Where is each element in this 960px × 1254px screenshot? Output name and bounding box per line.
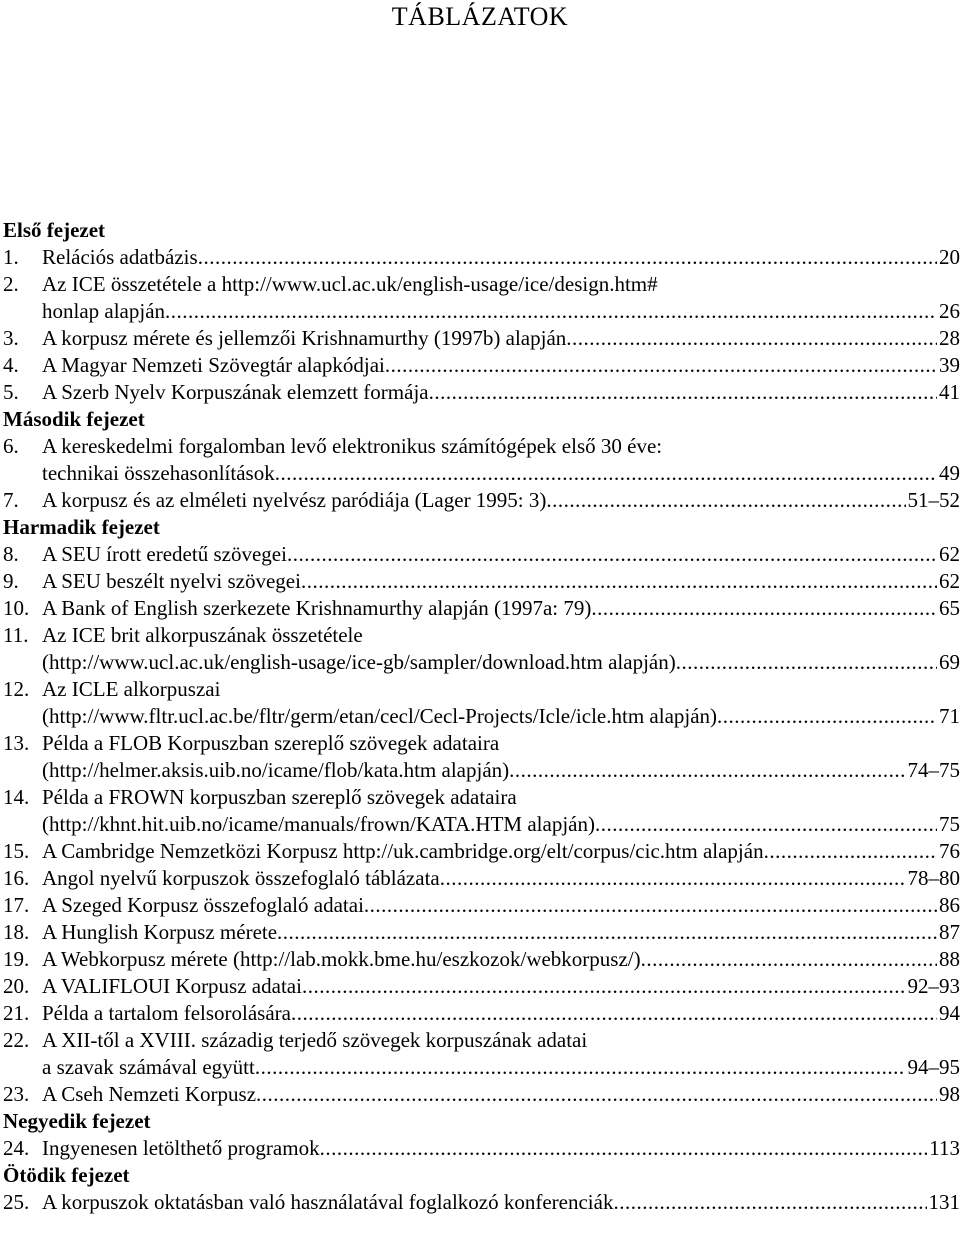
page-number: 62 [939,542,960,566]
dot-leader [291,1000,937,1027]
page-number: 86 [939,893,960,917]
table-entry [3,433,960,487]
table-entry [3,730,960,784]
entry-indent [3,460,42,487]
entry-indent [3,757,42,784]
entry-number: 14. [3,785,30,809]
entry-line [3,541,960,568]
dot-leader [676,649,937,676]
table-entry [3,838,960,865]
dot-leader [165,298,937,325]
entry-title: A Szerb Nyelv Korpuszának elemzett formája [42,380,429,404]
table-entry [3,244,960,271]
entry-number: 16. [3,866,30,890]
entry-title: a szavak számával együtt [42,1055,255,1079]
entry-title: (http://helmer.aksis.uib.no/icame/flob/kata.htm alapján) [42,758,510,782]
table-entry [3,892,960,919]
entry-line [3,892,960,919]
entry-title: A Magyar Nemzeti Szövegtár alapkódjai [42,353,385,377]
table-entry [3,379,960,406]
entry-line [3,919,960,946]
entry-number: 8. [3,542,19,566]
entry-number: 21. [3,1001,30,1025]
entry-title: A SEU beszélt nyelvi szövegei [42,569,301,593]
entry-line [3,1081,960,1108]
page-number: 88 [939,947,960,971]
entry-title: A kereskedelmi forgalomban levő elektronikus számítógépek első 30 éve: [42,434,663,458]
entry-line [3,1135,960,1162]
table-entry [3,1189,960,1216]
table-entry [3,487,960,514]
entry-title: A Hunglish Korpusz mérete [42,920,278,944]
entry-title: Ingyenesen letölthető programok [42,1136,320,1160]
entry-number: 20. [3,974,30,998]
page-number: 26 [939,299,960,323]
entry-line [3,595,960,622]
table-entry [3,676,960,730]
chapter-heading: Második fejezet [3,407,145,431]
entry-number: 13. [3,731,30,755]
table-entry [3,595,960,622]
entry-number: 5. [3,380,19,404]
entry-line [3,433,960,460]
dot-leader [509,757,905,784]
table-entry [3,784,960,838]
chapter-heading: Első fejezet [3,218,106,242]
page-number: 74–75 [907,758,960,782]
dot-leader [440,865,906,892]
entry-number: 24. [3,1136,30,1160]
dot-leader [595,811,937,838]
page-number: 92–93 [907,974,960,998]
entry-line [3,1027,960,1054]
page-number: 65 [939,596,960,620]
entry-number: 3. [3,326,19,350]
dot-leader [287,541,937,568]
entry-indent [3,298,42,325]
entry-number: 4. [3,353,19,377]
entry-title: A VALIFLOUI Korpusz adatai [42,974,302,998]
page-number: 62 [939,569,960,593]
table-entry [3,919,960,946]
entry-line [3,865,960,892]
entry-title: (http://www.fltr.ucl.ac.be/fltr/germ/etan/cecl/Cecl-Projects/Icle/icle.htm alapján) [42,704,718,728]
page-number: 41 [939,380,960,404]
entry-number: 7. [3,488,19,512]
entry-title: Példa a FLOB Korpuszban szereplő szövegek adataira [42,731,500,755]
chapter-section [3,1162,960,1216]
entry-line [3,838,960,865]
page-number: 94–95 [907,1055,960,1079]
entry-line [3,271,960,298]
entry-number: 12. [3,677,30,701]
entry-title: A korpusz és az elméleti nyelvész paródiája (Lager 1995: 3) [42,488,547,512]
dot-leader [641,946,937,973]
entry-continuation-line [3,757,960,784]
page-number: 78–80 [907,866,960,890]
dot-leader [256,1081,937,1108]
dot-leader [320,1135,928,1162]
page-number: 69 [939,650,960,674]
entry-number: 25. [3,1190,30,1214]
dot-leader [591,595,937,622]
entry-title: A korpuszok oktatásban való használatával foglalkozó konferenciák [42,1190,614,1214]
dot-leader [198,244,937,271]
entry-continuation-line [3,298,960,325]
table-entry [3,622,960,676]
entry-number: 22. [3,1028,30,1052]
entry-title: Relációs adatbázis [42,245,198,269]
entry-line [3,568,960,595]
entry-title: A XII-től a XVIII. századig terjedő szövegek korpuszának adatai [42,1028,588,1052]
table-entry [3,325,960,352]
entry-title: Az ICLE alkorpuszai [42,677,221,701]
table-entry [3,1027,960,1081]
entry-continuation-line [3,460,960,487]
entry-line [3,379,960,406]
entry-title: A Webkorpusz mérete (http://lab.mokk.bme.hu/eszkozok/webkorpusz/) [42,947,641,971]
dot-leader [301,568,937,595]
page-number: 49 [939,461,960,485]
entry-continuation-line [3,703,960,730]
entry-line [3,1189,960,1216]
page-number: 39 [939,353,960,377]
table-entry [3,1081,960,1108]
page-number: 131 [928,1190,960,1214]
entry-indent [3,649,42,676]
entry-number: 23. [3,1082,30,1106]
table-entry [3,568,960,595]
entry-number: 2. [3,272,19,296]
entry-line [3,730,960,757]
entry-continuation-line [3,649,960,676]
dot-leader [429,379,937,406]
entry-line [3,487,960,514]
table-entry [3,1135,960,1162]
page-title: TÁBLÁZATOK [391,2,569,31]
entry-title: A Szeged Korpusz összefoglaló adatai [42,893,364,917]
dot-leader [546,487,905,514]
entry-title: Angol nyelvű korpuszok összefoglaló táblázata [42,866,440,890]
entry-line [3,244,960,271]
chapter-section [3,406,960,514]
entry-title: Az ICE összetétele a http://www.ucl.ac.uk/english-usage/ice/design.htm# [42,272,658,296]
entry-line [3,352,960,379]
page-number: 98 [939,1082,960,1106]
page-number: 113 [929,1136,960,1160]
entry-line [3,973,960,1000]
entry-title: Példa a FROWN korpuszban szereplő szövegek adataira [42,785,517,809]
entry-line [3,784,960,811]
entry-title: A Bank of English szerkezete Krishnamurthy alapján (1997a: 79) [42,596,592,620]
entry-number: 17. [3,893,30,917]
entry-continuation-line [3,1054,960,1081]
entry-line [3,676,960,703]
entry-title: A SEU írott eredetű szövegei [42,542,287,566]
table-entry [3,1000,960,1027]
dot-leader [613,1189,926,1216]
table-entry [3,541,960,568]
table-entry [3,352,960,379]
chapter-section [3,1108,960,1162]
entry-indent [3,1054,42,1081]
entry-number: 15. [3,839,30,863]
entry-line [3,325,960,352]
entry-number: 9. [3,569,19,593]
entry-title: Az ICE brit alkorpuszának összetétele [42,623,363,647]
table-entry [3,946,960,973]
table-entry [3,973,960,1000]
dot-leader [764,838,937,865]
chapter-heading: Ötödik fejezet [3,1163,130,1187]
dot-leader [717,703,937,730]
dot-leader [277,919,937,946]
entry-title: technikai összehasonlítások [42,461,275,485]
page-number: 71 [939,704,960,728]
dot-leader [385,352,937,379]
chapter-section [3,217,960,406]
dot-leader [255,1054,906,1081]
page-number: 94 [939,1001,960,1025]
page-number: 51–52 [907,488,960,512]
entry-continuation-line [3,811,960,838]
entry-title: A korpusz mérete és jellemzői Krishnamurthy (1997b) alapján [42,326,567,350]
chapter-section [3,514,960,1108]
entry-line [3,622,960,649]
table-entry [3,865,960,892]
entry-number: 11. [3,623,29,647]
dot-leader [566,325,937,352]
entry-line [3,1000,960,1027]
entry-number: 1. [3,245,19,269]
entry-title: (http://www.ucl.ac.uk/english-usage/ice-gb/sampler/download.htm alapján) [42,650,676,674]
entry-title: honlap alapján [42,299,166,323]
chapter-heading: Harmadik fejezet [3,515,160,539]
entry-title: (http://khnt.hit.uib.no/icame/manuals/frown/KATA.HTM alapján) [42,812,595,836]
page-number: 76 [939,839,960,863]
entry-number: 18. [3,920,30,944]
page-number: 28 [939,326,960,350]
entry-number: 6. [3,434,19,458]
entry-line [3,946,960,973]
entry-number: 19. [3,947,30,971]
entry-indent [3,811,42,838]
chapter-heading: Negyedik fejezet [3,1109,151,1133]
dot-leader [302,973,906,1000]
page-number: 20 [939,245,960,269]
entry-title: A Cseh Nemzeti Korpusz [42,1082,257,1106]
entry-title: Példa a tartalom felsorolására [42,1001,291,1025]
page-number: 75 [939,812,960,836]
dot-leader [364,892,937,919]
entry-indent [3,703,42,730]
dot-leader [275,460,937,487]
page-number: 87 [939,920,960,944]
entry-title: A Cambridge Nemzetközi Korpusz http://uk.cambridge.org/elt/corpus/cic.htm alapján [42,839,764,863]
table-list [3,217,960,1216]
table-entry [3,271,960,325]
entry-number: 10. [3,596,30,620]
